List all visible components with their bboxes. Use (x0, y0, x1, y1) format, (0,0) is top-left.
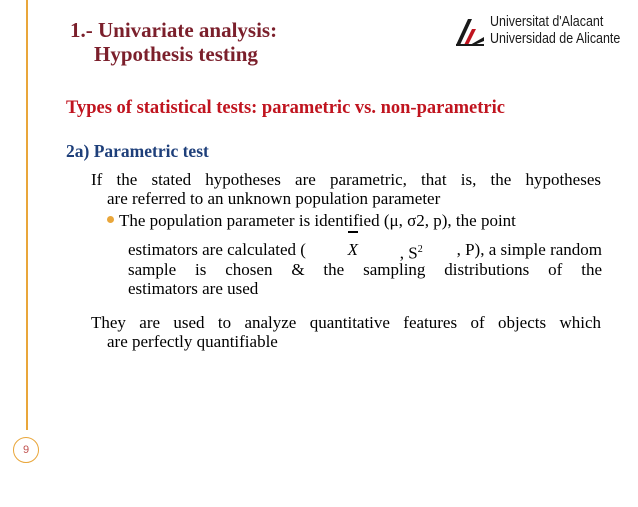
bullet-line-2-c: , P), a simple random (456, 240, 602, 259)
title-line-1: 1.- Univariate analysis: (70, 18, 278, 42)
paragraph-1 (91, 170, 601, 208)
paragraph-2-line-1: They are used to analyze quantitative features of objects which (91, 313, 601, 332)
bullet-line-2 (128, 240, 602, 263)
title-line-2: Hypothesis testing (94, 42, 258, 66)
left-vertical-rule (26, 0, 28, 430)
overline-mark (348, 231, 358, 233)
paragraph-1-line-2: are referred to an unknown population parameter (107, 189, 441, 208)
page-number-badge (13, 437, 39, 463)
logo-text (490, 14, 620, 48)
bullet-dot-icon (107, 216, 114, 223)
sub-heading: 2a) Parametric test (66, 141, 209, 161)
bullet-line-1: The population parameter is identified (μ, σ2, p), the point (119, 211, 516, 230)
x-bar-letter: X (347, 240, 359, 259)
section-heading: Types of statistical tests: parametric vs. non-parametric (66, 98, 505, 118)
bullet-line-2-a: estimators are calculated ( (128, 240, 306, 259)
bullet-line-4: estimators are used (128, 279, 259, 298)
slide-title (70, 18, 277, 66)
paragraph-2 (91, 313, 601, 351)
bullet-line-2-s (399, 240, 423, 263)
logo-line-2: Universidad de Alicante (490, 31, 621, 47)
paragraph-1-line-1: If the stated hypotheses are parametric, that is, the hypotheses (91, 170, 601, 189)
bullet-line-2-b: , S (399, 243, 418, 263)
university-logo-icon (454, 15, 486, 47)
superscript-2: 2 (417, 244, 423, 255)
bullet-line-3: sample is chosen & the sampling distributions of the (128, 260, 602, 279)
bullet-continuation (128, 240, 602, 298)
paragraph-2-line-2: are perfectly quantifiable (107, 332, 278, 351)
logo-line-1: Universitat d'Alacant (490, 14, 604, 30)
page-number: 9 (22, 444, 30, 456)
x-bar-symbol (340, 240, 366, 260)
university-logo (454, 14, 638, 48)
bullet-item (107, 211, 601, 230)
